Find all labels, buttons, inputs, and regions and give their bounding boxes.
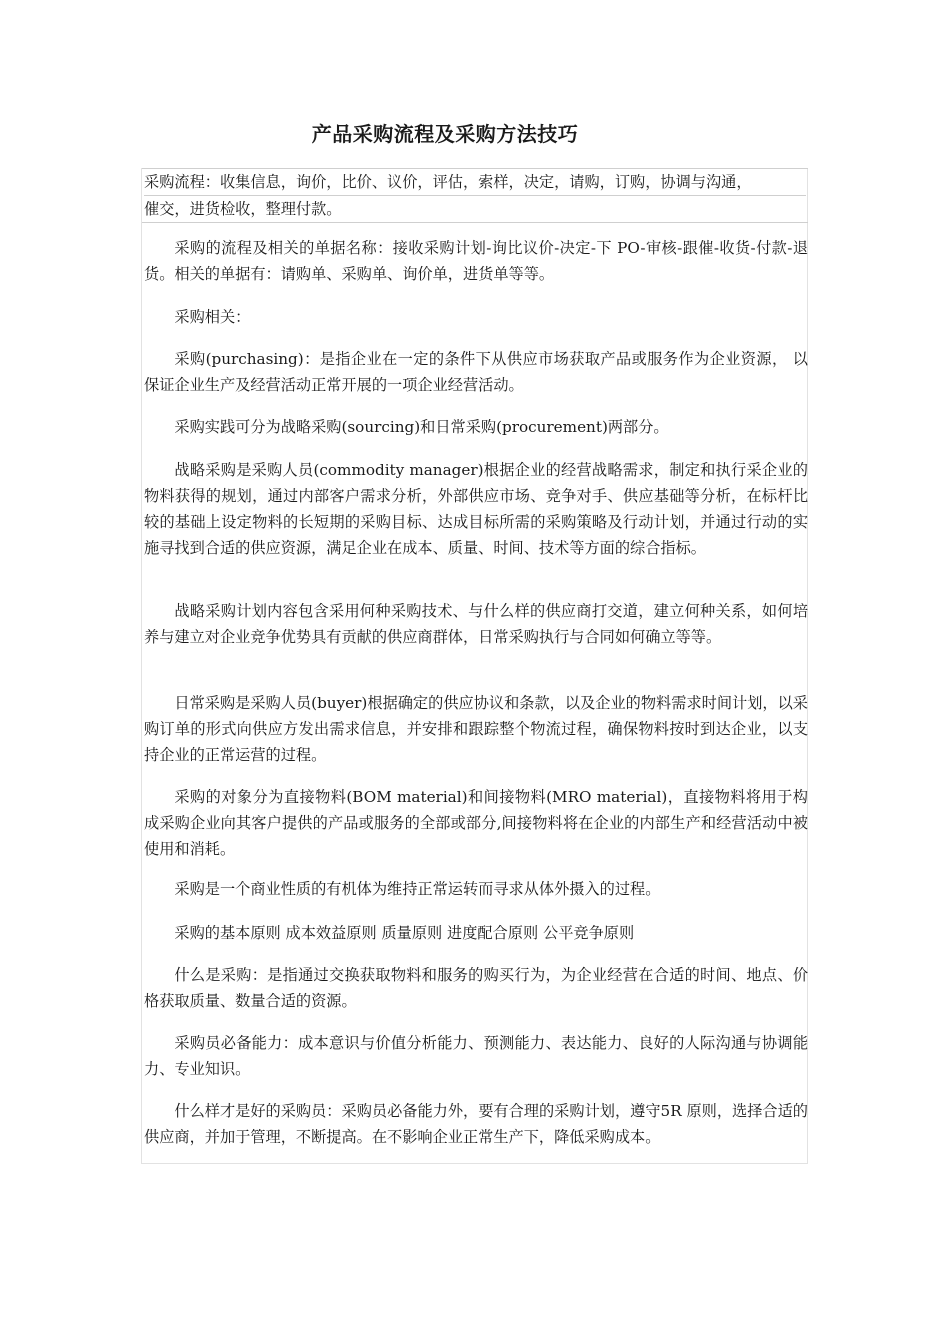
paragraph-commercial-organism: 采购是一个商业性质的有机体为维持正常运转而寻求从体外摄入的过程。 [174,880,661,898]
document-title: 产品采购流程及采购方法技巧 [311,122,579,147]
paragraph-purchasing-definition: 采购(purchasing)：是指企业在一定的条件下从供应市场获取产品或服务作为企业资源， 以保证企业生产及经营活动正常开展的一项企业经营活动。 [144,350,808,394]
paragraph-purchasing-objects: 采购的对象分为直接物料(BOM material)和间接物料(MRO material)，直接物料将用于构成采购企业向其客户提供的产品或服务的全部或部分,间接物料将在企业的内部生产和经营活动中被使用和消耗。 [144,788,808,858]
intro-line-2: 催交，进货检收，整理付款。 [144,200,342,218]
paragraph-what-is-purchasing: 什么是采购：是指通过交换获取物料和服务的购买行为，为企业经营在合适的时间、地点、价格获取质量、数量合适的资源。 [144,966,808,1010]
paragraph-buyer-abilities: 采购员必备能力：成本意识与价值分析能力、预测能力、表达能力、良好的人际沟通与协调能力、专业知识。 [144,1034,808,1078]
paragraph-good-buyer: 什么样才是好的采购员：采购员必备能力外，要有合理的采购计划，遵守5R 原则，选择合适的供应商，并加于管理，不断提高。在不影响企业正常生产下，降低采购成本。 [144,1102,808,1146]
intro-line-1: 采购流程：收集信息，询价，比价、议价，评估，索样，决定，请购，订购，协调与沟通， [144,169,806,196]
paragraph-sourcing-procurement: 采购实践可分为战略采购(sourcing)和日常采购(procurement)两部分。 [174,418,669,436]
paragraph-strategic-purchasing: 战略采购是采购人员(commodity manager)根据企业的经营战略需求，制定和执行采企业的物料获得的规划，通过内部客户需求分析，外部供应市场、竞争对手、供应基础等分析，在标杆比较的基础上设定物料的长短期的采购目标、达成目标所需的采购策略及行动计划，并通过行动的实施寻找到合适的供应资源，满足企业在成本、质量、时间、技术等方面的综合指标。 [144,461,808,557]
paragraph-process-documents: 采购的流程及相关的单据名称：接收采购计划-询比议价-决定-下 PO-审核-跟催-收货-付款-退货。相关的单据有：请购单、采购单、询价单，进货单等等。 [144,239,808,283]
intro-paragraph [142,168,808,223]
paragraph-basic-principles: 采购的基本原则 成本效益原则 质量原则 进度配合原则 公平竞争原则 [174,924,635,942]
paragraph-daily-purchasing: 日常采购是采购人员(buyer)根据确定的供应协议和条款，以及企业的物料需求时间计划，以采购订单的形式向供应方发出需求信息，并安排和跟踪整个物流过程，确保物料按时到达企业，以支持企业的正常运营的过程。 [144,694,808,764]
paragraph-purchasing-related: 采购相关： [174,308,251,326]
paragraph-strategic-plan: 战略采购计划内容包含采用何种采购技术、与什么样的供应商打交道，建立何种关系，如何培养与建立对企业竞争优势具有贡献的供应商群体，日常采购执行与合同如何确立等等。 [144,602,808,646]
